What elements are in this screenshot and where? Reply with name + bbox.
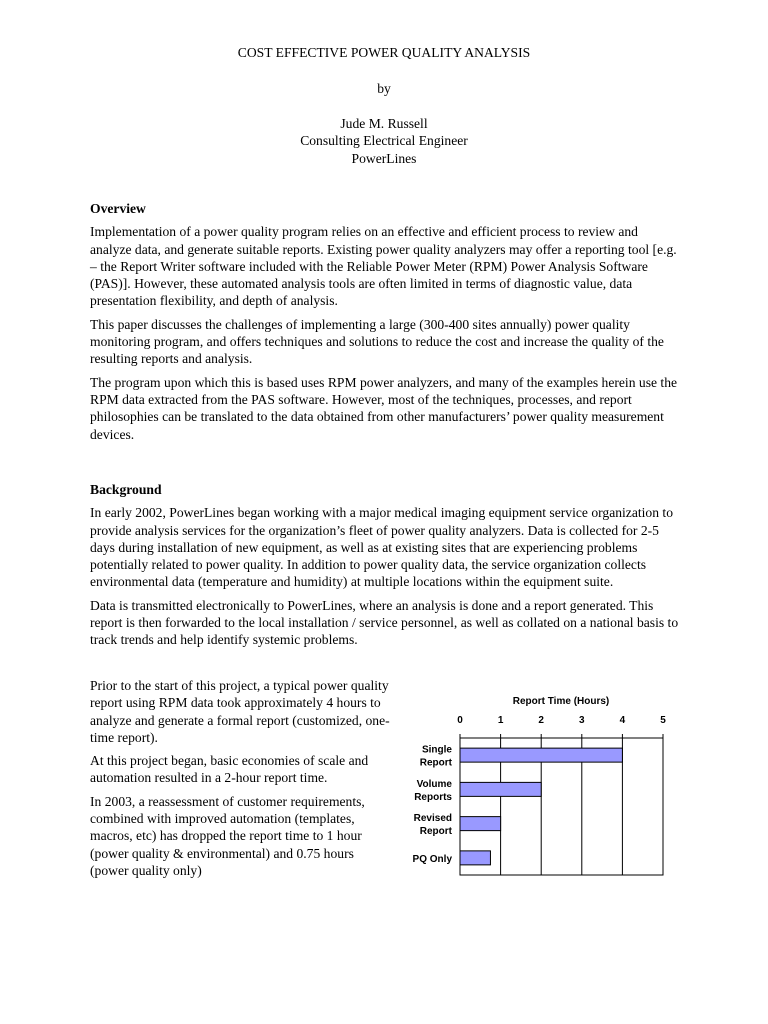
background-paragraph: In 2003, a reassessment of customer requirements, combined with improved automation (templates, macros, etc) has dropped the report time to 1 hour (power quality & environmental) and 0.75 hours (power quality only) (90, 793, 365, 878)
chart-title: Report Time (Hours) (512, 696, 610, 707)
background-paragraph: Prior to the start of this project, a typical power quality report using RPM data took approximately 4 hours to analyze and generate a formal report (customized, one-time report). (90, 678, 390, 745)
category-label: PQ Only (412, 853, 452, 865)
background-paragraph: Data is transmitted electronically to PowerLines, where an analysis is done and a report generated. This report is then forwarded to the local installation / service personnel, as well as collated on a national basis to track trends and help identify systemic problems. (90, 597, 679, 648)
x-tick-label: 5 (660, 715, 666, 726)
x-tick-label: 2 (538, 715, 544, 726)
author-name: Jude M. Russell (340, 116, 428, 131)
bar (460, 817, 501, 831)
bar (460, 851, 490, 865)
author-role: Consulting Electrical Engineer (300, 133, 468, 149)
category-label: Volume Reports (414, 778, 452, 803)
category-label: Single Report (419, 744, 452, 769)
by-line: by (377, 81, 391, 96)
background-heading: Background (90, 482, 162, 497)
background-narrow-column (90, 677, 390, 885)
bar (460, 782, 541, 796)
x-tick-label: 1 (497, 715, 504, 726)
author-block (0, 115, 768, 167)
background-paragraph: At this project began, basic economies of scale and automation resulted in a 2-hour report time. (90, 753, 369, 786)
x-tick-label: 0 (457, 715, 463, 726)
bar (460, 748, 622, 762)
author-org: PowerLines (351, 150, 417, 166)
overview-paragraph: Implementation of a power quality program relies on an effective and efficient process to review and analyze data, and generate suitable reports. Existing power quality analyzers may offer a reporting tool [e.g. – the Report Writer software included with the Reliable Power Meter (RPM) Power Analysis Software (PAS)]. However, these automated analysis tools are often limited in terms of diagnostic value, data presentation flexibility, and depth of analysis. (90, 224, 677, 309)
paper-title: COST EFFECTIVE POWER QUALITY ANALYSIS (237, 45, 531, 60)
overview-heading: Overview (90, 201, 146, 216)
report-time-chart (400, 690, 690, 890)
overview-paragraph: The program upon which this is based uses RPM power analyzers, and many of the examples herein use the RPM data extracted from the PAS software. However, most of the techniques, processes, and report philosophies can be translated to the data obtained from other manufacturers’ power quality measurement devices. (90, 374, 678, 442)
overview-paragraph: This paper discusses the challenges of implementing a large (300-400 sites annually) power quality monitoring program, and offers techniques and solutions to reduce the cost and increase the quality of the resulting reports and analysis. (90, 316, 664, 367)
overview-section (90, 200, 680, 449)
background-paragraph: In early 2002, PowerLines began working with a major medical imaging equipment service organization to provide analysis services for the organization’s fleet of power quality analyzers. Data is collected for 2-5 days during installation of new equipment, as well as at existing sites that are experiencing problems potentially related to power quality. In addition to power quality data, the service organization collects environmental data (temperature and humidity) at multiple locations within the equipment suite. (90, 505, 673, 590)
category-label: Revised Report (413, 813, 452, 838)
x-tick-label: 3 (579, 715, 585, 726)
x-tick-label: 4 (619, 715, 626, 726)
background-section (90, 481, 680, 655)
